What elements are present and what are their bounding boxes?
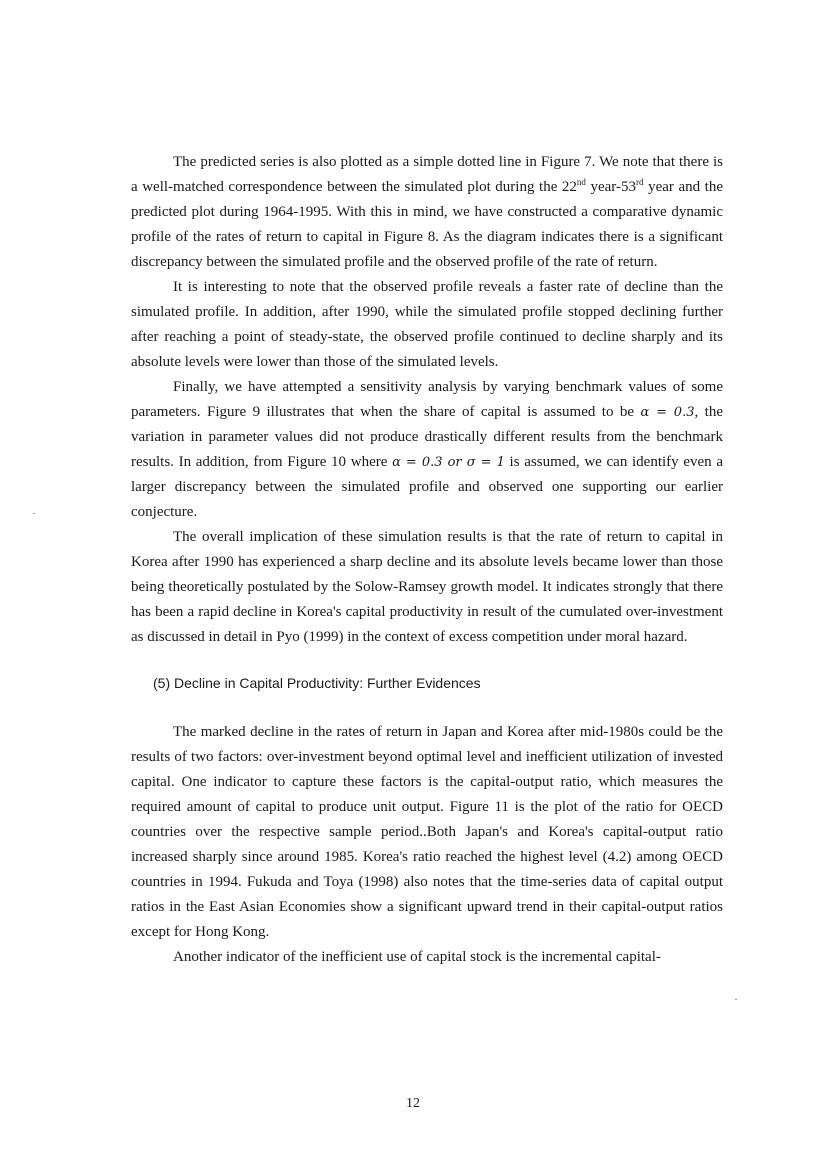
ordinal-superscript: rd <box>636 177 644 187</box>
page-body <box>131 150 723 970</box>
paragraph <box>131 150 723 275</box>
text-run: , the variation in parameter values did not produce drastically different results from the benchmark results. In addition, from Figure 10 where <box>131 404 723 470</box>
text-run: year and the predicted plot during 1964-1995. With this in mind, we have constructed a comparative dynamic profile of the rates of return to capital in Figure 8. As the diagram indicates there is a significant discrepancy between the simulated profile and the observed profile of the rate of return. <box>131 179 723 270</box>
paragraph: Another indicator of the inefficient use of capital stock is the incremental capital- <box>173 949 661 965</box>
paragraph: The marked decline in the rates of return in Japan and Korea after mid-1980s could be the results of two factors: over-investment beyond optimal level and inefficient utilization of invested capital. One indicator to capture these factors is the capital-output ratio, which measures the required amount of capital to produce unit output. Figure 11 is the plot of the ratio for OECD countries over the respective sample period..Both Japan's and Korea's capital-output ratio increased sharply since around 1985. Korea's ratio reached the highest level (4.2) among OECD countries in 1994. Fukuda and Toya (1998) also notes that the time-series data of capital output ratios in the East Asian Economies show a significant upward trend in their capital-output ratios except for Hong Kong. <box>131 724 723 940</box>
ordinal-superscript: nd <box>576 177 586 187</box>
inline-math: α = 0.3 or σ = 1 <box>392 455 505 470</box>
inline-math: α = 0.3 <box>640 405 695 420</box>
scan-speck <box>735 999 737 1000</box>
paragraph: It is interesting to note that the observed profile reveals a faster rate of decline than the simulated profile. In addition, after 1990, while the simulated profile stopped declining further after reaching a point of steady-state, the observed profile continued to decline sharply and its absolute levels were lower than those of the simulated levels. <box>131 279 723 370</box>
page-number: 12 <box>406 1096 420 1111</box>
text-run: The predicted series is also plotted as a simple dotted line in Figure 7. We note that there is a well-matched correspondence between the simulated plot during the 22 <box>131 154 723 195</box>
paragraph <box>131 375 723 525</box>
text-run: is assumed, we can identify even a larger discrepancy between the simulated profile and observed one supporting our earlier conjecture. <box>131 454 723 520</box>
paragraph: The overall implication of these simulation results is that the rate of return to capital in Korea after 1990 has experienced a sharp decline and its absolute levels became lower than those being theoretically postulated by the Solow-Ramsey growth model. It indicates strongly that there has been a rapid decline in Korea's capital productivity in result of the cumulated over-investment as discussed in detail in Pyo (1999) in the context of excess competition under moral hazard. <box>131 529 723 645</box>
text-run: year-53 <box>585 179 636 195</box>
section-heading: (5) Decline in Capital Productivity: Further Evidences <box>153 675 481 691</box>
text-run: Finally, we have attempted a sensitivity analysis by varying benchmark values of some parameters. Figure 9 illustrates that when the share of capital is assumed to be <box>131 379 723 420</box>
scan-speck <box>33 513 35 514</box>
